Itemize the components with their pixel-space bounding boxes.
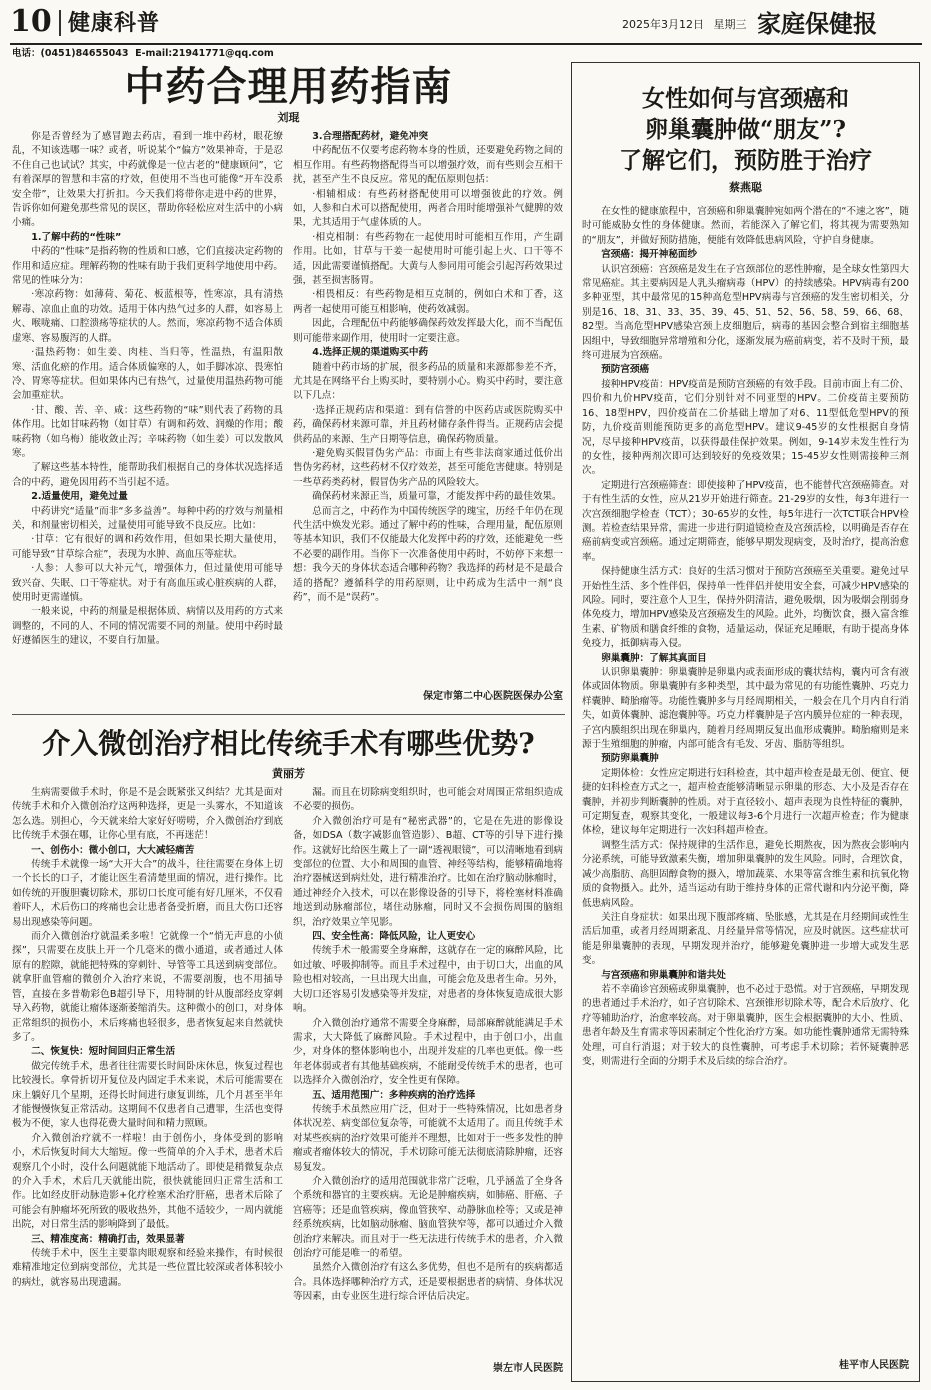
paragraph: ·相辅相成：有些药材搭配使用可以增强彼此的疗效。例如，人参和白术可以搭配使用，两者合用时能增强补气健脾的效果，尤其适用于气虚体质的人。 xyxy=(293,188,563,229)
section-heading: 宫颈癌：揭开神秘面纱 xyxy=(601,249,698,261)
paragraph: 传统手术一般需要全身麻醉，这就存在一定的麻醉风险，比如过敏、呼吸抑制等。而且手术过程中，由于切口大，出血的风险也相对较高，一旦出现大出血，可能会危及患者生命。另外，大切口还容易引发感染等并发症，对患者的身体恢复造成很大影响。 xyxy=(293,945,563,1015)
article-author: 蔡燕聪 xyxy=(729,181,762,194)
paragraph: 接种HPV疫苗：HPV疫苗是预防宫颈癌的有效手段。目前市面上有二价、四价和九价HPV疫苗，它们分别针对不同亚型的HPV。二价疫苗主要预防16、18型HPV，四价疫苗在二价基础上增加了对6、11型低危型HPV的预防，九价疫苗则能预防更多的高危型HPV。建议9-45岁的女性根据自身情况，尽早接种HPV疫苗，以获得最佳保护效果。例如，9-14岁未发生性行为的女性，接种两剂次即可达到较好的免疫效果；15-45岁女性则需接种三剂次。 xyxy=(582,378,909,477)
masthead-rule xyxy=(10,43,922,45)
section-heading: 卵巢囊肿：了解其真面目 xyxy=(601,652,707,664)
section-heading: 一、创伤小：微小创口，大大减轻痛苦 xyxy=(31,844,195,856)
section-heading: 3.合理搭配药材，避免冲突 xyxy=(312,131,429,142)
article-footer: 保定市第二中心医院医保办公室 xyxy=(423,691,563,702)
paragraph: ·人参：人参可以大补元气，增强体力，但过量使用可能导致兴奋、失眠、口干等症状。对于有高血压或心脏疾病的人群，使用时更需谨慎。 xyxy=(12,563,283,603)
paragraph: 做完传统手术，患者往往需要长时间卧床休息，恢复过程也比较漫长。拿骨折切开复位及内固定手术来说，术后可能需要在床上躺好几个星期，还得长时间进行康复训练，几个月甚至半年才能慢慢恢复正常活动。这期间不仅患者自己遭罪，生活也变得极为不便，家人也得花费大量时间和精力照顾。 xyxy=(12,1060,283,1130)
article-author: 刘琨 xyxy=(277,111,300,124)
article-body-col-1 xyxy=(12,130,283,708)
weekday-text: 星期三 xyxy=(713,18,747,31)
section-heading: 二、恢复快：短时间回归正常生活 xyxy=(31,1046,176,1058)
paragraph: 传统手术虽然应用广泛，但对于一些特殊情况，比如患者身体状况差、病变部位复杂等，可能就不太适用了。而且传统手术对某些疾病的治疗效果可能并不理想，比如对于一些多发性的肿瘤或者瘤体较大的情况，手术切除可能无法彻底清除肿瘤，还容易复发。 xyxy=(293,1103,563,1173)
paragraph: 若不幸确诊宫颈癌或卵巢囊肿，也不必过于恐慌。对于宫颈癌，早期发现的患者通过手术治疗，如子宫切除术、宫颈锥形切除术等，配合术后放疗、化疗等辅助治疗，治愈率较高。对于卵巢囊肿，医生会根据囊肿的大小、性质、患者年龄及生育需求等因素制定个性化治疗方案。如功能性囊肿通常无需特殊处理，可自行消退；对于较大的良性囊肿，可考虑手术切除；若怀疑囊肿恶变，则需进行全面的分期手术及后续的综合治疗。 xyxy=(582,983,909,1067)
section-heading: 预防卵巢囊肿 xyxy=(601,753,659,765)
title-line: 女性如何与宫颈癌和 xyxy=(642,85,849,112)
paragraph: 在女性的健康旅程中，宫颈癌和卵巢囊肿宛如两个潜在的“不速之客”，随时可能威胁女性的身体健康。然而，若能深入了解它们，将其视为需要熟知的“朋友”，并做好预防措施，便能有效降低患病风险，守护自身健康。 xyxy=(582,206,909,246)
paragraph: 了解这些基本特性，能帮助我们根据自己的身体状况选择适合的中药，避免因用药不当引起不适。 xyxy=(12,462,283,488)
paragraph: 中药配伍不仅要考虑药物本身的性质，还要避免药物之间的相互作用。有些药物搭配得当可以增强疗效，而有些则会互相干扰，甚至产生不良反应。常见的配伍原则包括： xyxy=(293,145,563,186)
paragraph: ·相畏相反：有些药物是相互克制的，例如白术和丁香，这两者一起使用可能互相影响，使药效减弱。 xyxy=(293,289,563,315)
paragraph: ·温热药物：如生姜、肉桂、当归等，性温热，有温阳散寒、活血化瘀的作用。适合体质偏寒的人，如手脚冰凉、畏寒怕冷、胃寒等症状。但如果体内已有热气，过量使用温热药物可能会加重症状。 xyxy=(12,347,283,402)
article-footer: 桂平市人民医院 xyxy=(839,1360,909,1371)
section-heading: 1.了解中药的“性味” xyxy=(31,231,122,243)
paragraph: 漏。而且在切除病变组织时，也可能会对周围正常组织造成不必要的损伤。 xyxy=(293,787,563,813)
article-footer: 崇左市人民医院 xyxy=(493,1363,563,1374)
section-heading: 预防宫颈癌 xyxy=(601,364,650,376)
article-body xyxy=(582,205,909,1343)
paragraph: 虽然介入微创治疗有这么多优势，但也不是所有的疾病都适合。具体选择哪种治疗方式，还是要根据患者的病情、身体状况等因素，由专业医生进行综合评估后决定。 xyxy=(293,1262,563,1303)
section-heading: 2.适量使用，避免过量 xyxy=(31,491,128,503)
paragraph: 认识卵巢囊肿：卵巢囊肿是卵巢内或表面形成的囊状结构，囊内可含有液体或固体物质。卵巢囊肿有多种类型，其中最为常见的有功能性囊肿、巧克力样囊肿、畸胎瘤等。功能性囊肿多与月经周期相关，一般会在几个月内自行消失，如黄体囊肿、滤泡囊肿等。巧克力样囊肿是子宫内膜异位症的一种表现，子宫内膜组织出现在卵巢内，随着月经周期反复出血形成囊肿。畸胎瘤则是来源于生殖细胞的肿瘤，内部可能含有毛发、牙齿、脂肪等组织。 xyxy=(582,667,909,751)
paragraph: 中药讲究“适量”而非“多多益善”。每种中药的疗效与剂量相关，和剂量密切相关，过量使用可能导致不良反应。比如： xyxy=(12,505,283,531)
article-author: 黄丽芳 xyxy=(272,767,305,780)
paragraph: 关注自身症状：如果出现下腹部疼痛、坠胀感，尤其是在月经期间或性生活后加重，或者月经周期紊乱、月经量异常等情况，应及时就医。这些症状可能是卵巢囊肿的表现，早期发现并治疗，能够避免囊肿进一步增大或发生恶变。 xyxy=(582,911,909,967)
paragraph: 定期进行宫颈癌筛查：即使接种了HPV疫苗，也不能替代宫颈癌筛查。对于有性生活的女性，应从21岁开始进行筛查。21-29岁的女性，每3年进行一次宫颈细胞学检查（TCT）；30-65岁的女性，每5年进行一次TCT联合HPV检测。若检查结果异常，需进一步进行阴道镜检查及宫颈活检，以明确是否存在癌前病变或宫颈癌。通过定期筛查，能够早期发现病变，及时治疗，提高治愈率。 xyxy=(582,479,909,563)
paragraph: 一般来说，中药的剂量是根据体质、病情以及用药的方式来调整的，不同的人、不同的情况需要不同的剂量。使用中药时最好遵循医生的建议，不要自行加量。 xyxy=(12,606,283,647)
title-line: 了解它们，预防胜于治疗 xyxy=(619,147,872,174)
paragraph: 确保药材来源正当，质量可靠，才能发挥中药的最佳效果。 xyxy=(312,491,562,503)
article-body-col-2 xyxy=(293,130,563,680)
paragraph: ·甘、酸、苦、辛、咸：这些药物的“味”则代表了药物的具体作用。比如甘味药物（如甘草）有调和药效、润燥的作用；酸味药物（如乌梅）能收敛止泻；辛味药物（如生姜）可以发散风寒。 xyxy=(12,404,283,459)
paragraph: 中药的“性味”是指药物的性质和口感，它们直接决定药物的作用和适应症。理解药物的性味有助于我们更科学地使用中药。常见的性味分为： xyxy=(12,246,283,287)
section-divider xyxy=(12,714,565,715)
paragraph: 你是否曾经为了感冒跑去药店，看到一堆中药材，眼花缭乱，不知该选哪一味？或者，听说某个“偏方”效果神奇，于是忍不住自己也试试？其实，中药就像是一位古老的“健康顾问”，它有着深厚的智慧和丰富的疗效，但使用不当也可能像“开车没系安全带”，让效果大打折扣。今天我们将带你走进中药的世界，告诉你如何避免那些常见的误区，帮助你轻松应对生活中的小病小痛。 xyxy=(12,131,283,229)
paragraph: 保持健康生活方式：良好的生活习惯对于预防宫颈癌至关重要。避免过早开始性生活、多个性伴侣，保持单一性伴侣并使用安全套，可减少HPV感染的风险。同时，要注意个人卫生，保持外阴清洁，避免吸烟，因为吸烟会削弱身体免疫力，增加HPV感染及宫颈癌发生的风险。此外，均衡饮食，摄入富含维生素、矿物质和膳食纤维的食物，适量运动，保证充足睡眠，有助于提高身体免疫力，抵御病毒入侵。 xyxy=(582,566,909,650)
paragraph: 而介入微创治疗就温柔多啦！它就像一个“悄无声息的小侦探”，只需要在皮肤上开一个几毫米的微小通道，或者通过人体原有的腔隙，就能把特殊的穿刺针、导管等工具送到病变部位。就拿肝血管瘤的微创介入治疗来说，不需要剖腹，也不用插导管，直接在多普勒彩色B超引导下，用特制的针从腹部经皮穿刺导入药物，就能让瘤体逐渐萎缩消失。这种微小的创口，对身体正常组织的损伤小，术后疼痛也轻很多，患者恢复起来自然就快多了。 xyxy=(12,931,283,1043)
section-heading: 4.选择正规的渠道购买中药 xyxy=(312,347,429,359)
paragraph: ·相克相制：有些药物在一起使用时可能相互作用，产生副作用。比如，甘草与干姜一起使用时可能引起上火、口干等不适，因此需要谨慎搭配。大黄与人参同用可能会引起泻药效果过强，甚至损害肠胃。 xyxy=(293,231,563,287)
title-line: 卵巢囊肿做“朋友”? xyxy=(645,116,846,143)
section-heading: 与宫颈癌和卵巢囊肿和谐共处 xyxy=(601,969,726,981)
section-title: 健康科普 xyxy=(68,10,161,36)
page-number: 10 xyxy=(10,4,52,39)
paragraph: 定期体检：女性应定期进行妇科检查，其中超声检查是最无创、便宜、便捷的妇科检查方式之一，超声检查能够清晰显示卵巢的形态、大小及是否存在囊肿，并初步判断囊肿的性质。对于直径较小、超声表现为良性特征的囊肿，可定期复查，观察其变化，一般建议每3-6个月进行一次超声检查；作为健康体检，建议每年定期进行一次妇科超声检查。 xyxy=(582,767,909,837)
issue-date xyxy=(622,18,747,32)
article-title xyxy=(572,83,919,176)
page-number-divider xyxy=(59,10,61,36)
paragraph: 传统手术就像一场“大开大合”的战斗，往往需要在身体上切一个长长的口子，才能让医生看清楚里面的情况，进行操作。比如传统的开腹胆囊切除术，那切口长度可能有好几厘米，不仅看着吓人，术后伤口的疼痛也会让患者备受折磨，而且大伤口还容易出现感染等问题。 xyxy=(12,859,283,928)
contact-line: 电话：(0451)84655043 E-mail:21941771@qq.com xyxy=(12,48,274,59)
paragraph: 生病需要做手术时，你是不是会既紧张又纠结？尤其是面对传统手术和介入微创治疗这两种选择，更是一头雾水，不知道该怎么选。别担心，今天就来给大家好好唠唠，介入微创治疗到底比传统手术强在哪，让你心里有底，不再迷茫！ xyxy=(12,787,283,842)
section-heading: 四、安全性高：降低风险，让人更安心 xyxy=(312,931,476,943)
paragraph: ·甘草：它有很好的调和药效作用，但如果长期大量使用，可能导致“甘草综合症”，表现为水肿、高血压等症状。 xyxy=(12,534,283,560)
article-title: 中药合理用药指南 xyxy=(124,63,453,110)
paragraph: ·选择正规药店和渠道：到有信誉的中医药店或医院购买中药，确保药材来源可靠，并且药材储存条件得当。正规药店会提供药品的来源、生产日期等信息，确保药物质量。 xyxy=(293,404,563,445)
article-body-col-2 xyxy=(293,786,563,1356)
paragraph: 随着中药市场的扩展，很多药品的质量和来源都参差不齐，尤其是在网络平台上购买时，要特别小心。购买中药时，要注意以下几点： xyxy=(293,361,563,402)
section-heading: 三、精准度高：精确打击，效果显著 xyxy=(31,1233,185,1245)
paragraph: 介入微创治疗可是有“秘密武器”的，它是在先进的影像设备，如DSA（数字减影血管造影）、B超、CT等的引导下进行操作。这就好比给医生戴上了一副“透视眼镜”，可以清晰地看到病变部位的位置、大小和周围的血管、神经等结构，能够精确地将治疗器械送到病灶处，进行精准治疗。比如在治疗脑动脉瘤时，通过神经介入技术，可以在影像设备的引导下，将栓塞材料准确地送到动脉瘤部位，堵住动脉瘤，同时又不会损伤周围的脑组织，治疗效果立竿见影。 xyxy=(293,815,563,928)
article-title: 介入微创治疗相比传统手术有哪些优势? xyxy=(42,727,535,760)
paragraph: 传统手术中，医生主要靠肉眼观察和经验来操作，有时候很难精准地定位到病变部位，尤其是一些位置比较深或者体积较小的病灶，就容易出现遗漏。 xyxy=(12,1248,283,1288)
paragraph: 介入微创治疗通常不需要全身麻醉，局部麻醉就能满足手术需求，大大降低了麻醉风险。手术过程中，由于创口小，出血少，对身体的整体影响也小，出现并发症的几率也更低。像一些年老体弱或者有其他基础疾病，不能耐受传统手术的患者，也可以选择介入微创治疗，安全性更有保障。 xyxy=(293,1017,563,1087)
paragraph: 介入微创治疗就不一样啦！由于创伤小，身体受到的影响小，术后恢复时间大大缩短。像一些简单的介入手术，患者术后观察几个小时，没什么问题就能下地活动了。即使是稍微复杂点的介入手术，术后几天就能出院，很快就能回归正常生活和工作。比如经皮肝动脉造影+化疗栓塞术治疗肝癌，患者术后除了可能会有肿瘤坏死所致的吸收热外，其他不适较少，一周内就能出院，对日常生活的影响降到了最低。 xyxy=(12,1132,283,1231)
paragraph: 介入微创治疗的适用范围就非常广泛啦，几乎涵盖了全身各个系统和器官的主要疾病。无论是肿瘤疾病，如肺癌、肝癌、子宫癌等；还是血管疾病，像血管狭窄、动静脉血栓等；又或是神经系统疾病，比如脑动脉瘤、脑血管狭窄等，都可以通过介入微创治疗来解决。而且对于一些无法进行传统手术的患者，介入微创治疗可能是唯一的希望。 xyxy=(293,1175,563,1259)
paragraph: 总而言之，中药作为中国传统医学的瑰宝，历经千年仍在现代生活中焕发光彩。通过了解中药的性味，合理用量，配伍原则等基本知识，我们不仅能最大化发挥中药的疗效，还能避免一些不必要的副作用。当你下一次准备使用中药时，不妨停下来想一想：我今天的身体状态适合哪种药物？我选择的药材是不是最合适的搭配？遵循科学的用药原则，让中药成为生活中一剂“良药”，而不是“误药”。 xyxy=(293,505,563,603)
paragraph: 因此，合理配伍中药能够确保药效发挥最大化，而不当配伍则可能带来副作用，使用时一定要注意。 xyxy=(293,318,563,344)
date-text: 2025年3月12日 xyxy=(622,18,704,31)
article-body-col-1 xyxy=(12,786,283,1382)
paper-name: 家庭保健报 xyxy=(757,9,877,38)
masthead xyxy=(0,0,931,46)
paragraph: 调整生活方式：保持规律的生活作息，避免长期熬夜，因为熬夜会影响内分泌系统，可能导致激素失衡，增加卵巢囊肿的发生风险。同时，合理饮食，减少高脂肪、高胆固醇食物的摄入，增加蔬菜、水果等富含维生素和抗氧化物质的食物摄入。此外，适当运动有助于维持身体的正常代谢和内分泌平衡，降低患病风险。 xyxy=(582,839,909,909)
paragraph: 认识宫颈癌：宫颈癌是发生在子宫颈部位的恶性肿瘤，是全球女性第四大常见癌症。其主要病因是人乳头瘤病毒（HPV）的持续感染。HPV病毒有200多种亚型，其中最常见的15种高危型HPV病毒与宫颈癌的发生密切相关，分别是16、18、31、33、35、39、45、51、52、56、58、59、66、68、82型。当高危型HPV感染宫颈上皮细胞后，病毒的基因会整合到宿主细胞基因组中，导致细胞异常增殖和分化，逐渐发展为癌前病变，若不及时干预，最终可进展为宫颈癌。 xyxy=(582,263,909,362)
paragraph: ·寒凉药物：如薄荷、菊花、板蓝根等，性寒凉，具有清热解毒、凉血止血的功效。适用于体内热气过多的人群，如容易上火、喉咙痛、口腔溃疡等症状的人。然而，寒凉药物不适合体质虚寒、容易腹泻的人群。 xyxy=(12,289,283,344)
section-heading: 五、适用范围广：多种疾病的治疗选择 xyxy=(312,1089,476,1101)
article-cervical-ovarian xyxy=(571,62,920,1382)
paragraph: ·避免购买假冒伪劣产品：市面上有些非法商家通过低价出售伪劣药材，这些药材不仅疗效差，甚至可能危害健康。特别是一些草药类药材，假冒伪劣产品的风险较大。 xyxy=(293,447,563,488)
